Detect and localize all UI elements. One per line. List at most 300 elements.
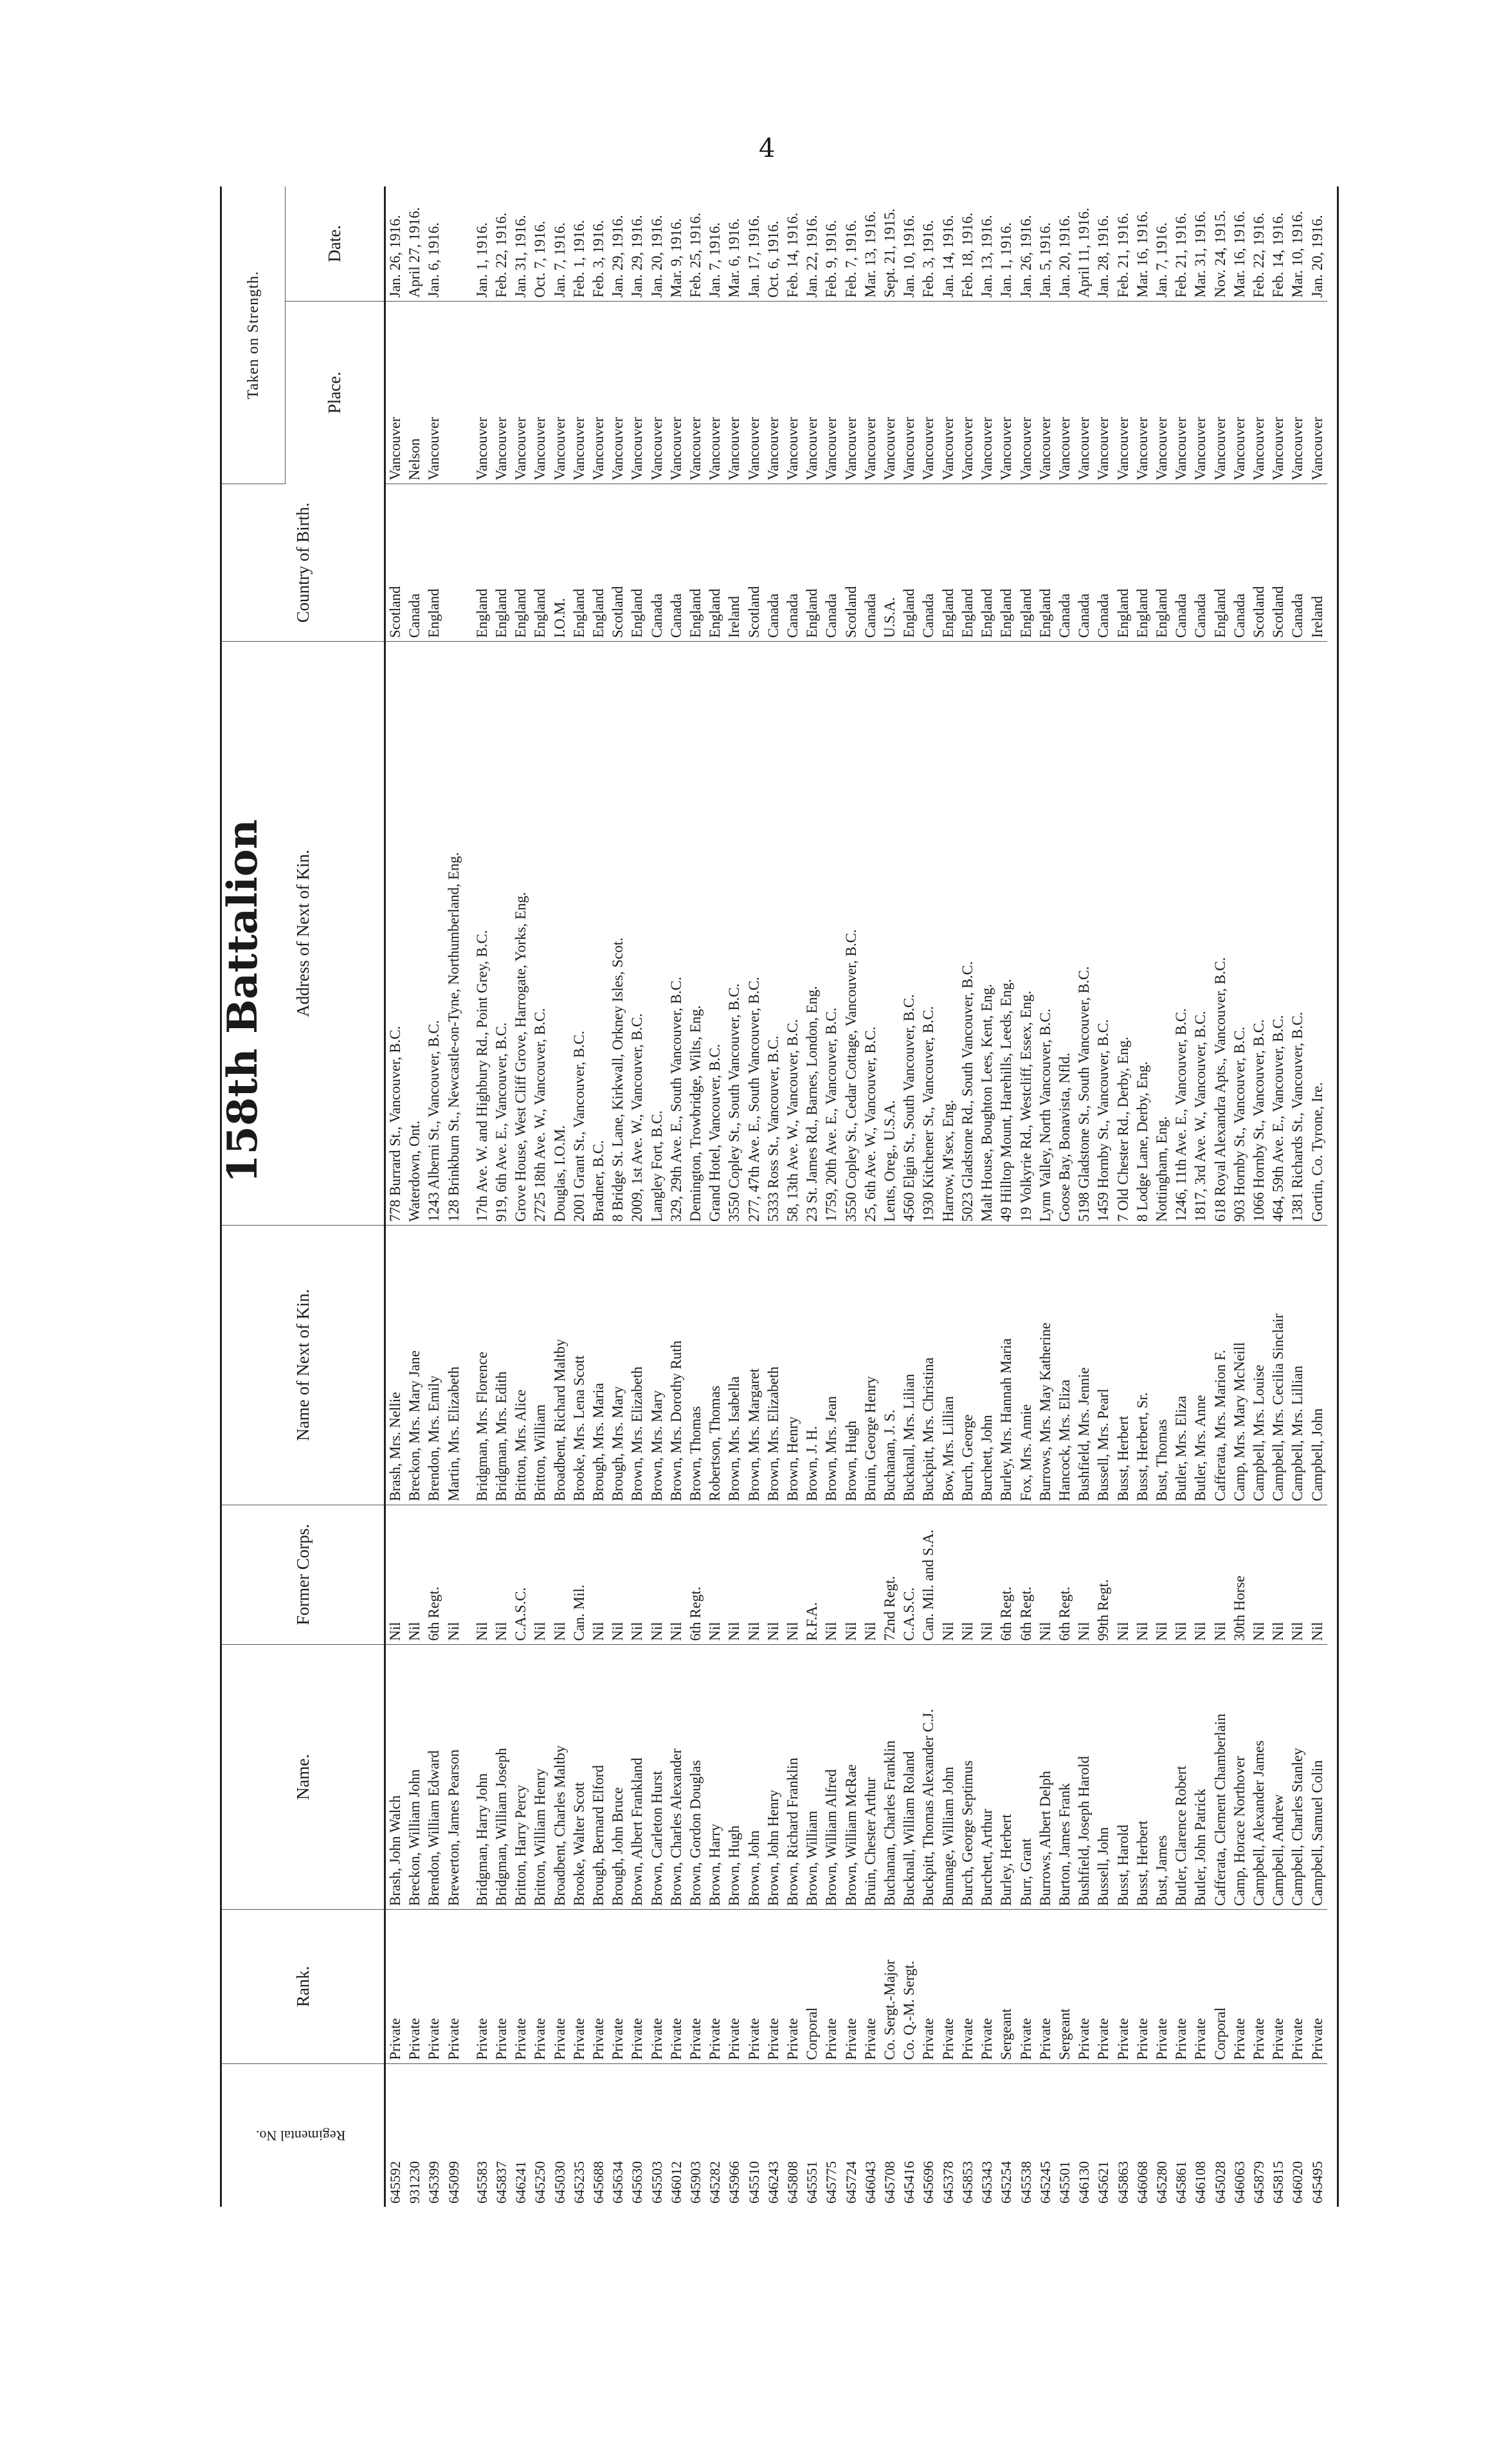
cell-birth: Scotland (1249, 484, 1269, 641)
cell-date: Jan. 6, 1916. (424, 186, 444, 301)
cell-no: 646108 (1192, 2161, 1209, 2204)
cell-corps: Nil (531, 1505, 550, 1644)
cell-rank: Private (939, 1910, 958, 2064)
cell-rank: Co. Q.-M. Sergt. (900, 1910, 919, 2064)
cell-birth: England (958, 484, 977, 641)
cell-rank: Private (492, 1910, 511, 2064)
cell-address: 49 Hilltop Mount, Harehills, Leeds, Eng. (997, 642, 1016, 1226)
cell-date: Feb. 3, 1916. (919, 186, 938, 301)
cell-address: Langley Fort, B.C. (648, 642, 667, 1226)
cell-rank: Private (405, 1910, 424, 2064)
cell-no: 645863 (1114, 2161, 1131, 2204)
cell-name: Busst, Herbert (1133, 1644, 1152, 1909)
cell-no: 645030 (551, 2161, 568, 2204)
cell-name: Bussell, John (1094, 1644, 1113, 1909)
cell-no: 645510 (745, 2161, 762, 2204)
table-row (1172, 186, 1191, 2207)
cell-address: 3550 Copley St., Cedar Cottage, Vancouver, B.C. (842, 642, 861, 1226)
cell-place: Vancouver (1055, 301, 1075, 484)
cell-name: Bridgman, William Joseph (492, 1644, 511, 1909)
cell-kin: Brown, Hugh (842, 1226, 861, 1505)
cell-rank: Private (550, 1910, 570, 2064)
table-row (764, 186, 783, 2207)
cell-date: Jan. 1, 1916. (473, 186, 492, 301)
table-row (492, 186, 511, 2207)
cell-birth: Scotland (385, 484, 406, 641)
cell-date: Feb. 7, 1916. (842, 186, 861, 301)
cell-address: Harrow, M'sex, Eng. (939, 642, 958, 1226)
cell-kin: Butler, Mrs. Eliza (1172, 1226, 1191, 1505)
cell-no: 645724 (842, 2161, 859, 2204)
cell-name: Brown, Charles Alexander (667, 1644, 686, 1909)
cell-kin: Campbell, Mrs. Cecilia Sinclair (1269, 1226, 1288, 1505)
table-row (1230, 186, 1249, 2207)
cell-birth: England (705, 484, 725, 641)
cell-address: 17th Ave. W. and Highbury Rd., Point Grey, B.C. (473, 642, 492, 1226)
cell-birth: England (424, 484, 444, 641)
cell-birth: Canada (783, 484, 803, 641)
cell-rank: Private (1249, 1910, 1269, 2064)
cell-birth: Canada (1094, 484, 1113, 641)
cell-birth: England (531, 484, 550, 641)
cell-name: Brown, John (745, 1644, 764, 1909)
cell-name: Butler, Clarence Robert (1172, 1644, 1191, 1909)
cell-place: Vancouver (424, 301, 444, 484)
cell-kin: Bust, Thomas (1152, 1226, 1172, 1505)
cell-place: Vancouver (589, 301, 608, 484)
cell-date: Oct. 6, 1916. (764, 186, 783, 301)
cell-address: 1930 Kitchener St., Vancouver, B.C. (919, 642, 938, 1226)
cell-address: 618 Royal Alexandra Apts., Vancouver, B.C. (1211, 642, 1230, 1226)
table-row (589, 186, 608, 2207)
cell-no: 645503 (648, 2161, 665, 2204)
cell-date: Nov. 24, 1915. (1211, 186, 1230, 301)
cell-address: Demington, Trowbridge, Wilts, Eng. (686, 642, 705, 1226)
cell-no: 645099 (445, 2161, 462, 2204)
cell-birth: Scotland (1269, 484, 1288, 641)
cell-kin: Busst, Herbert (1114, 1226, 1133, 1505)
cell-rank: Private (842, 1910, 861, 2064)
cell-address: Bradner, B.C. (589, 642, 608, 1226)
cell-place: Vancouver (511, 301, 531, 484)
cell-name: Broadbent, Charles Maltby (550, 1644, 570, 1909)
cell-date: Jan. 22, 1916. (803, 186, 822, 301)
cell-rank: Private (686, 1910, 705, 2064)
cell-date: Jan. 31, 1916. (511, 186, 531, 301)
cell-name: Campbell, Andrew (1269, 1644, 1288, 1909)
cell-kin: Bussell, Mrs. Pearl (1094, 1226, 1113, 1505)
cell-place: Vancouver (628, 301, 647, 484)
cell-corps: Nil (822, 1505, 841, 1644)
cell-birth: England (570, 484, 589, 641)
cell-rank: Private (1230, 1910, 1249, 2064)
cell-birth: England (589, 484, 608, 641)
cell-no: 645861 (1173, 2161, 1190, 2204)
cell-date: Jan. 17, 1916. (745, 186, 764, 301)
cell-birth: England (939, 484, 958, 641)
cell-address: Lents, Oreg., U.S.A. (880, 642, 900, 1226)
cell-address: 2009, 1st Ave. W., Vancouver, B.C. (628, 642, 647, 1226)
cell-kin: Brown, Mrs. Elizabeth (764, 1226, 783, 1505)
header-taken-on-strength: Taken on Strength. (222, 186, 286, 484)
cell-rank: Private (861, 1910, 880, 2064)
cell-date: Feb. 21, 1916. (1172, 186, 1191, 301)
cell-kin: Busst, Herbert, Sr. (1133, 1226, 1152, 1505)
cell-birth (444, 484, 464, 641)
cell-kin: Brown, Thomas (686, 1226, 705, 1505)
cell-birth: England (997, 484, 1016, 641)
cell-place: Vancouver (570, 301, 589, 484)
cell-address: 5023 Gladstone Rd., South Vancouver, B.C. (958, 642, 977, 1226)
table-row (919, 186, 938, 2207)
cell-no: 646043 (862, 2161, 878, 2204)
cell-place: Vancouver (473, 301, 492, 484)
cell-corps: Nil (1308, 1505, 1327, 1644)
cell-place: Vancouver (1036, 301, 1055, 484)
cell-kin: Burrows, Mrs. May Katherine (1036, 1226, 1055, 1505)
page-number: 4 (759, 134, 776, 163)
cell-kin: Camp, Mrs. Mary McNeill (1230, 1226, 1249, 1505)
cell-rank: Private (1133, 1910, 1152, 2064)
cell-kin: Fox, Mrs. Annie (1017, 1226, 1036, 1505)
table-row (1036, 186, 1055, 2207)
cell-corps: Nil (444, 1505, 464, 1644)
header-date: Date. (286, 186, 385, 301)
cell-no: 645630 (629, 2161, 646, 2204)
table-row (444, 186, 464, 2207)
cell-rank: Private (822, 1910, 841, 2064)
cell-name: Camp, Horace Northover (1230, 1644, 1249, 1909)
cell-corps: Can. Mil. (570, 1505, 589, 1644)
cell-birth: England (686, 484, 705, 641)
cell-place: Vancouver (648, 301, 667, 484)
cell-date: Feb. 9, 1916. (822, 186, 841, 301)
cell-kin: Robertson, Thomas (705, 1226, 725, 1505)
cell-rank: Sergeant (997, 1910, 1016, 2064)
cell-address: 7 Old Chester Rd., Derby, Eng. (1114, 642, 1133, 1226)
cell-name: Busst, Harold (1114, 1644, 1133, 1909)
cell-corps: 30th Horse (1230, 1505, 1249, 1644)
cell-place: Vancouver (939, 301, 958, 484)
cell-place: Vancouver (977, 301, 997, 484)
cell-address: Gortin, Co. Tyrone, Ire. (1308, 642, 1327, 1226)
cell-address: 1243 Alberni St., Vancouver, B.C. (424, 642, 444, 1226)
table-row (900, 186, 919, 2207)
table-row (880, 186, 900, 2207)
cell-kin: Bruin, George Henry (861, 1226, 880, 1505)
cell-place: Vancouver (1308, 301, 1327, 484)
cell-rank: Sergeant (1055, 1910, 1075, 2064)
cell-kin: Brough, Mrs. Mary (608, 1226, 628, 1505)
cell-corps: Nil (473, 1505, 492, 1644)
cell-name: Burley, Herbert (997, 1644, 1016, 1909)
table-row (939, 186, 958, 2207)
cell-date: Jan. 20, 1916. (1308, 186, 1327, 301)
table-row (1269, 186, 1288, 2207)
cell-place: Vancouver (667, 301, 686, 484)
cell-date: Jan. 14, 1916. (939, 186, 958, 301)
cell-birth: Canada (405, 484, 424, 641)
cell-kin: Brown, Mrs. Margaret (745, 1226, 764, 1505)
cell-date: Feb. 3, 1916. (589, 186, 608, 301)
cell-rank: Corporal (1211, 1910, 1230, 2064)
cell-rank: Private (1152, 1910, 1172, 2064)
cell-birth: Ireland (1308, 484, 1327, 641)
cell-birth: Canada (919, 484, 938, 641)
cell-corps: 6th Regt. (424, 1505, 444, 1644)
cell-place: Vancouver (1114, 301, 1133, 484)
cell-address: 8 Bridge St. Lane, Kirkwall, Orkney Isles, Scot. (608, 642, 628, 1226)
cell-corps: Nil (1191, 1505, 1210, 1644)
cell-name: Buchanan, Charles Franklin (880, 1644, 900, 1909)
cell-no: 931230 (406, 2161, 423, 2204)
cell-no: 646068 (1134, 2161, 1150, 2204)
cell-date: Jan. 5, 1916. (1036, 186, 1055, 301)
cell-birth: England (628, 484, 647, 641)
cell-address: 1759, 20th Ave. E., Vancouver, B.C. (822, 642, 841, 1226)
cell-date: Feb. 1, 1916. (570, 186, 589, 301)
cell-kin: Burch, George (958, 1226, 977, 1505)
cell-no: 645696 (920, 2161, 937, 2204)
cell-name: Brown, Richard Franklin (783, 1644, 803, 1909)
cell-date: Jan. 29, 1916. (608, 186, 628, 301)
cell-place: Vancouver (608, 301, 628, 484)
cell-place: Vancouver (1288, 301, 1307, 484)
cell-place: Vancouver (725, 301, 744, 484)
table-row (686, 186, 705, 2207)
cell-no: 646243 (765, 2161, 781, 2204)
cell-name: Brown, Gordon Douglas (686, 1644, 705, 1909)
cell-no: 645621 (1095, 2161, 1112, 2204)
cell-birth: Canada (1230, 484, 1249, 641)
cell-corps: Nil (939, 1505, 958, 1644)
table-row (725, 186, 744, 2207)
cell-no: 645708 (882, 2161, 898, 2204)
cell-rank: Corporal (803, 1910, 822, 2064)
cell-name: Burchett, Arthur (977, 1644, 997, 1909)
cell-no: 645879 (1250, 2161, 1267, 2204)
table-row (1094, 186, 1113, 2207)
cell-address: 4560 Elgin St., South Vancouver, B.C. (900, 642, 919, 1226)
cell-place: Vancouver (1017, 301, 1036, 484)
cell-rank: Co. Sergt.-Major (880, 1910, 900, 2064)
cell-birth: Canada (764, 484, 783, 641)
row-spacer (464, 186, 473, 2207)
table-row (783, 186, 803, 2207)
cell-address: 1459 Hornby St., Vancouver, B.C. (1094, 642, 1113, 1226)
cell-name: Brough, Bernard Elford (589, 1644, 608, 1909)
cell-birth: Canada (1055, 484, 1075, 641)
cell-kin: Campbell, Mrs. Lillian (1288, 1226, 1307, 1505)
cell-corps: 72nd Regt. (880, 1505, 900, 1644)
cell-kin: Buchanan, J. S. (880, 1226, 900, 1505)
cell-corps: Nil (977, 1505, 997, 1644)
cell-rank: Private (648, 1910, 667, 2064)
cell-date: Jan. 29, 1916. (628, 186, 647, 301)
cell-corps: Nil (764, 1505, 783, 1644)
cell-kin: Brash, Mrs. Nellie (385, 1226, 406, 1505)
cell-address: 128 Brinkburn St., Newcastle-on-Tyne, Northumberland, Eng. (444, 642, 464, 1226)
cell-kin: Broadbent, Richard Maltby (550, 1226, 570, 1505)
cell-no: 645245 (1037, 2161, 1053, 2204)
cell-no: 645837 (493, 2161, 510, 2204)
cell-rank: Private (444, 1910, 464, 2064)
cell-birth: I.O.M. (550, 484, 570, 641)
cell-kin: Brown, Mrs. Isabella (725, 1226, 744, 1505)
nominal-roll-table (220, 186, 1339, 2207)
cell-birth: England (473, 484, 492, 641)
cell-corps: Nil (667, 1505, 686, 1644)
cell-name: Burrows, Albert Delph (1036, 1644, 1055, 1909)
table-row (1114, 186, 1133, 2207)
table-row (1017, 186, 1036, 2207)
cell-name: Breckon, William John (405, 1644, 424, 1909)
cell-name: Bucknall, William Roland (900, 1644, 919, 1909)
cell-birth: Scotland (842, 484, 861, 641)
cell-date: Mar. 31, 1916. (1191, 186, 1210, 301)
cell-rank: Private (1075, 1910, 1094, 2064)
cell-birth: Canada (648, 484, 667, 641)
cell-no: 645538 (1017, 2161, 1034, 2204)
cell-birth: Canada (1191, 484, 1210, 641)
cell-date (444, 186, 464, 301)
cell-corps: Nil (1269, 1505, 1288, 1644)
cell-no: 645808 (785, 2161, 801, 2204)
cell-date: Mar. 6, 1916. (725, 186, 744, 301)
cell-kin: Brown, Mrs. Jean (822, 1226, 841, 1505)
cell-place: Vancouver (492, 301, 511, 484)
cell-rank: Private (958, 1910, 977, 2064)
cell-place: Vancouver (1191, 301, 1210, 484)
table-row (648, 186, 667, 2207)
cell-corps: Nil (1152, 1505, 1172, 1644)
table-row (977, 186, 997, 2207)
cell-corps: Nil (1249, 1505, 1269, 1644)
cell-kin: Bridgman, Mrs. Edith (492, 1226, 511, 1505)
cell-address: 464, 59th Ave. E., Vancouver, B.C. (1269, 642, 1288, 1226)
cell-place: Vancouver (686, 301, 705, 484)
cell-corps: 99th Regt. (1094, 1505, 1113, 1644)
cell-address: 2725 18th Ave. W., Vancouver, B.C. (531, 642, 550, 1226)
cell-place (444, 301, 464, 484)
cell-corps: Nil (648, 1505, 667, 1644)
cell-birth: Canada (1172, 484, 1191, 641)
cell-place: Vancouver (958, 301, 977, 484)
cell-address: Waterdown, Ont. (405, 642, 424, 1226)
cell-birth: Scotland (745, 484, 764, 641)
cell-name: Brash, John Walch (385, 1644, 406, 1909)
cell-address: Lynn Valley, North Vancouver, B.C. (1036, 642, 1055, 1226)
cell-kin: Brown, J. H. (803, 1226, 822, 1505)
table-row (861, 186, 880, 2207)
cell-name: Burch, George Septimus (958, 1644, 977, 1909)
cell-no: 645634 (610, 2161, 626, 2204)
cell-place: Vancouver (531, 301, 550, 484)
cell-place: Vancouver (783, 301, 803, 484)
cell-date: Feb. 18, 1916. (958, 186, 977, 301)
cell-kin: Bow, Mrs. Lillian (939, 1226, 958, 1505)
cell-address: 919, 6th Ave. E., Vancouver, B.C. (492, 642, 511, 1226)
cell-address: 25, 6th Ave. W., Vancouver, B.C. (861, 642, 880, 1226)
table-row (405, 186, 424, 2207)
table-row (705, 186, 725, 2207)
cell-birth: England (1036, 484, 1055, 641)
cell-rank: Private (745, 1910, 764, 2064)
cell-date: Feb. 25, 1916. (686, 186, 705, 301)
table-row (997, 186, 1016, 2207)
cell-no: 645378 (939, 2161, 956, 2204)
table-row (1075, 186, 1094, 2207)
cell-corps: Nil (1172, 1505, 1191, 1644)
cell-date: Jan. 7, 1916. (1152, 186, 1172, 301)
cell-no: 645853 (959, 2161, 975, 2204)
table-row (531, 186, 550, 2207)
cell-address: 277, 47th Ave. E., South Vancouver, B.C. (745, 642, 764, 1226)
cell-name: Campbell, Samuel Colin (1308, 1644, 1327, 1909)
cell-no: 645416 (901, 2161, 918, 2204)
cell-address: 778 Burrard St., Vancouver, B.C. (385, 642, 406, 1226)
cell-place: Vancouver (745, 301, 764, 484)
cell-place: Vancouver (1211, 301, 1230, 484)
cell-date: Jan. 28, 1916. (1094, 186, 1113, 301)
cell-birth: Canada (1075, 484, 1094, 641)
cell-corps: Nil (1133, 1505, 1152, 1644)
cell-no: 645903 (687, 2161, 704, 2204)
cell-date: Mar. 9, 1916. (667, 186, 686, 301)
cell-birth: England (1211, 484, 1230, 641)
cell-name: Bushfield, Joseph Harold (1075, 1644, 1094, 1909)
table-row (1133, 186, 1152, 2207)
cell-rank: Private (1114, 1910, 1133, 2064)
cell-rank: Private (919, 1910, 938, 2064)
cell-name: Bridgman, Harry John (473, 1644, 492, 1909)
cell-address: 2001 Grant St., Vancouver, B.C. (570, 642, 589, 1226)
table-row (570, 186, 589, 2207)
cell-corps: Nil (861, 1505, 880, 1644)
cell-kin: Brendon, Mrs. Emily (424, 1226, 444, 1505)
cell-birth: England (511, 484, 531, 641)
cell-kin: Hancock, Mrs. Eliza (1055, 1226, 1075, 1505)
cell-name: Brown, Albert Frankland (628, 1644, 647, 1909)
cell-name: Brown, William (803, 1644, 822, 1909)
cell-birth: England (1133, 484, 1152, 641)
cell-address: 1066 Hornby St., Vancouver, B.C. (1249, 642, 1269, 1226)
cell-kin: Cafferata, Mrs. Marion F. (1211, 1226, 1230, 1505)
table-row (608, 186, 628, 2207)
cell-no: 645282 (707, 2161, 723, 2204)
cell-kin: Bridgman, Mrs. Florence (473, 1226, 492, 1505)
cell-no: 645235 (570, 2161, 587, 2204)
cell-address: 329, 29th Ave. E., South Vancouver, B.C. (667, 642, 686, 1226)
cell-rank: Private (725, 1910, 744, 2064)
cell-address: 903 Hornby St., Vancouver, B.C. (1230, 642, 1249, 1226)
cell-birth: England (1017, 484, 1036, 641)
cell-rank: Private (977, 1910, 997, 2064)
cell-birth: Ireland (725, 484, 744, 641)
cell-place: Vancouver (550, 301, 570, 484)
cell-birth: England (1114, 484, 1133, 641)
cell-rank: Private (1036, 1910, 1055, 2064)
cell-birth: Canada (1288, 484, 1307, 641)
cell-place: Vancouver (842, 301, 861, 484)
cell-place: Vancouver (1269, 301, 1288, 484)
battalion-title: 158th Battalion (219, 819, 267, 1183)
header-regimental-no: Regimental No. (222, 2063, 385, 2207)
table-row (842, 186, 861, 2207)
cell-address: Goose Bay, Bonavista, Nfld. (1055, 642, 1075, 1226)
table-row (667, 186, 686, 2207)
cell-rank: Private (385, 1910, 406, 2064)
